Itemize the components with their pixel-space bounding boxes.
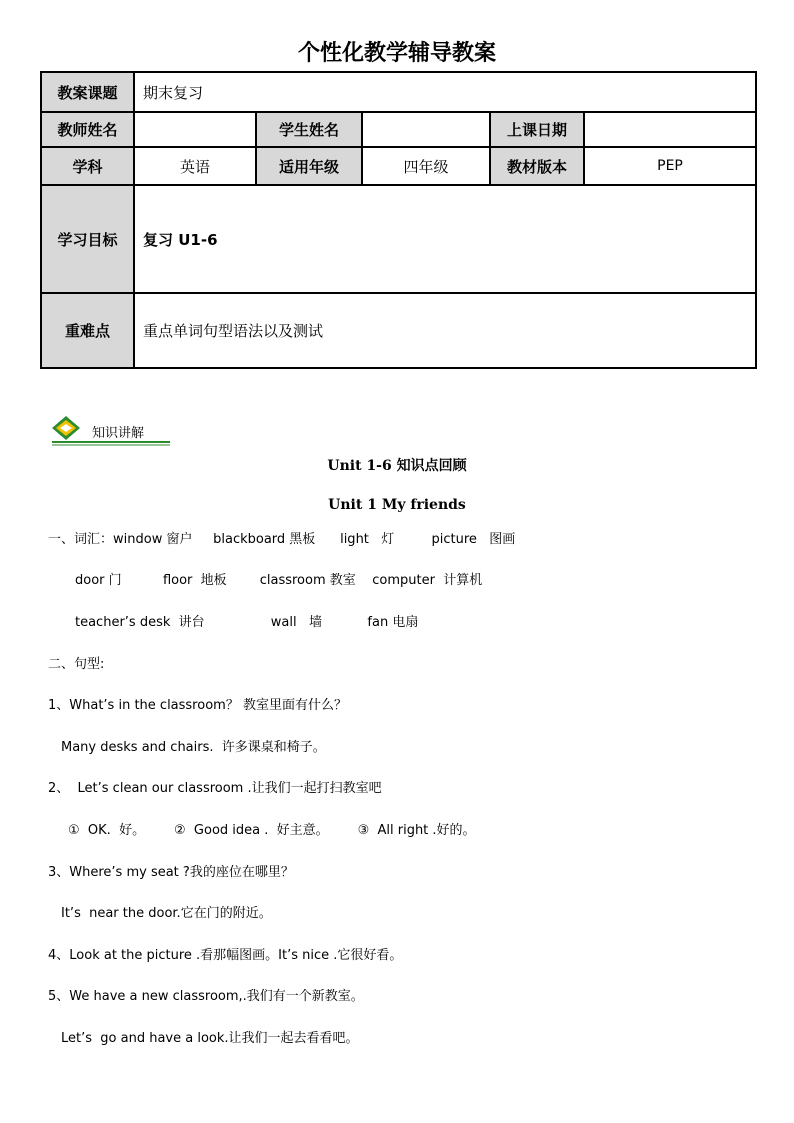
sentence-line: Let’s go and have a look.让我们一起去看看吧。: [61, 1031, 359, 1046]
sentence-line: 5、We have a new classroom,.我们有一个新教室。: [48, 989, 364, 1004]
grade-value: 四年级: [362, 147, 490, 185]
sentence-line: 4、Look at the picture .看那幅图画。It’s nice .它很好看。: [48, 948, 403, 963]
lesson-info-table: [40, 71, 757, 369]
topic-value: 期末复习: [134, 72, 756, 112]
teacher-value: [134, 112, 256, 147]
unit1-heading: Unit 1 My friends: [328, 497, 466, 513]
topic-label: 教案课题: [41, 72, 134, 112]
focus-value: 重点单词句型语法以及测试: [134, 293, 756, 368]
sentence-line: 1、What’s in the classroom？ 教室里面有什么？: [48, 698, 347, 713]
subject-label: 学科: [41, 147, 134, 185]
date-value: [584, 112, 756, 147]
edition-label: 教材版本: [490, 147, 584, 185]
sentence-line: Many desks and chairs. 许多课桌和椅子。: [61, 740, 326, 755]
sentence-line: 3、Where’s my seat ?我的座位在哪里？: [48, 865, 294, 880]
vocab-line-3: teacher’s desk 讲台 wall 墙 fan 电扇: [75, 615, 419, 630]
goal-label: 学习目标: [41, 185, 134, 293]
subject-value: 英语: [134, 147, 256, 185]
student-label: 学生姓名: [256, 112, 362, 147]
section-badge-label: 知识讲解: [92, 426, 145, 441]
vocab-line-2: door 门 floor 地板 classroom 教室 computer 计算机: [75, 573, 483, 588]
teacher-label: 教师姓名: [41, 112, 134, 147]
review-heading: Unit 1-6 知识点回顾: [327, 458, 467, 474]
edition-value: PEP: [584, 147, 756, 185]
date-label: 上课日期: [490, 112, 584, 147]
sentence-line: 2、 Let’s clean our classroom .让我们一起打扫教室吧: [48, 781, 382, 796]
grade-label: 适用年级: [256, 147, 362, 185]
student-value: [362, 112, 490, 147]
goal-value: 复习 U1-6: [134, 185, 756, 293]
page-title: 个性化教学辅导教案: [297, 41, 496, 66]
sentence-line: It’s near the door.它在门的附近。: [61, 906, 272, 921]
vocab-line-1: 一、词汇：window 窗户 blackboard 黑板 light 灯 picture 图画: [48, 532, 516, 547]
focus-label: 重难点: [41, 293, 134, 368]
sentence-heading: 二、句型:: [48, 657, 105, 672]
sentence-line: ① OK. 好。 ② Good idea . 好主意。 ③ All right .好的。: [68, 823, 476, 838]
